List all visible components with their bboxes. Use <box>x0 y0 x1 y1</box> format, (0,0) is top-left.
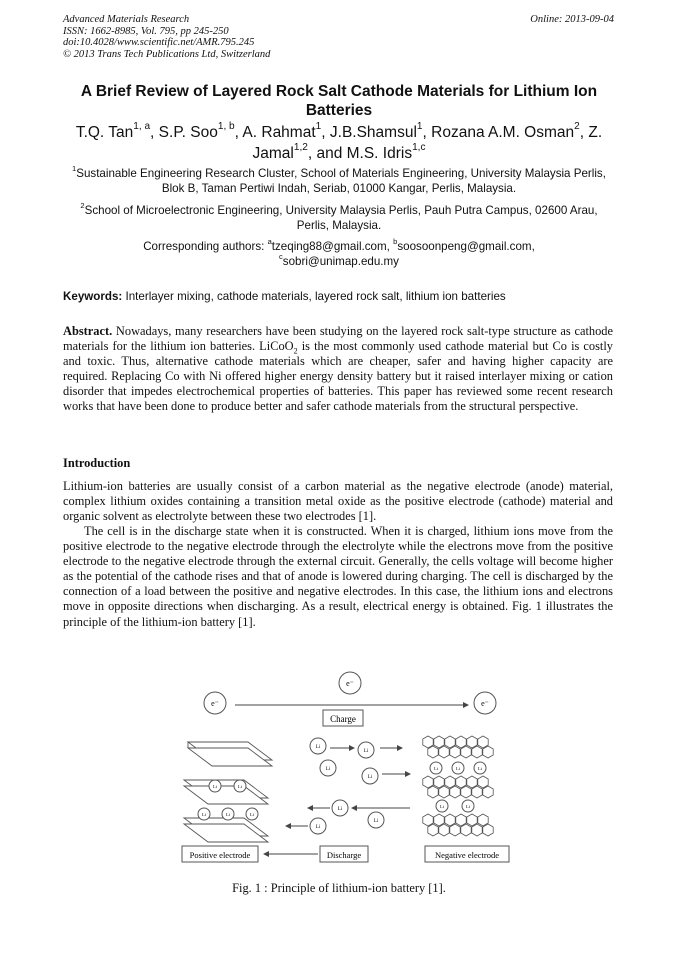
journal-name: Advanced Materials Research <box>63 14 190 25</box>
author: S.P. Soo$^{1, b}$, <box>158 120 243 141</box>
svg-text:e⁻: e⁻ <box>211 699 219 708</box>
author: J.B.Shamsul$^1$, <box>329 120 432 141</box>
discharge-label <box>320 846 368 862</box>
svg-text:Positive electrode: Positive electrode <box>189 850 251 860</box>
electron-top <box>339 672 361 694</box>
email-b: soosoonpeng@gmail.com <box>397 240 532 253</box>
positive-electrode-label <box>182 846 258 862</box>
affiliation-2: $^2$School of Microelectronic Engineering, University Malaysia Perlis, Pauh Putra Campus, 02600 Arau, Perlis, Malaysia. <box>80 200 598 232</box>
corresponding-authors: Corresponding authors: $^a$tzeqing88@gmail.com, $^b$soosoonpeng@gmail.com, $^c$sobri@unimap.edu.my <box>143 236 535 268</box>
battery-principle-figure <box>170 668 525 868</box>
svg-text:Negative electrode: Negative electrode <box>435 850 499 860</box>
negative-electrode-graphite <box>423 736 493 836</box>
issn-line: ISSN: 1662-8985, Vol. 795, pp 245-250 <box>63 25 229 37</box>
svg-text:Li: Li <box>315 825 321 830</box>
svg-text:Charge: Charge <box>330 714 356 724</box>
svg-text:Li: Li <box>456 766 460 771</box>
svg-text:Li: Li <box>466 804 470 809</box>
svg-text:e⁻: e⁻ <box>481 699 489 708</box>
svg-text:Discharge: Discharge <box>326 850 362 860</box>
svg-text:Li: Li <box>440 804 444 809</box>
keywords: Keywords: Interlayer mixing, cathode materials, layered rock salt, lithium ion batteries <box>63 290 506 303</box>
abstract: Abstract. Nowadays, many researchers have been studying on the layered rock salt-type structure as cathode materials for the lithium ion batteries. LiCoO$_2$ is the most commonly used cathode material but Co is costly and toxic. Thus, alternative cathode materials which are cheaper, safer and having higher capacity are required. Replacing Co with Ni offered higher energy density battery but it raised interlayer mixing or cation disorder that impedes electrochemical properties of batteries. This paper has reviewed some recent research works that have been done to produce better and safer cathode materials from the structural perspective. <box>63 324 614 414</box>
svg-text:Li: Li <box>434 766 438 771</box>
email-a: tzeqing88@gmail.com <box>271 240 387 253</box>
negative-electrode-label <box>425 846 509 862</box>
email-c: sobri@unimap.edu.my <box>282 255 399 268</box>
affiliation-1: $^1$Sustainable Engineering Research Cluster, School of Materials Engineering, University Malaysia Perlis, Blok B, Taman Pertiwi Indah, Seriab, 01000 Kangar, Perlis, Malaysia. <box>72 163 606 195</box>
li-ion-discharging <box>286 800 410 834</box>
author: T.Q. Tan$^{1, a}$, <box>75 120 159 141</box>
svg-text:Li: Li <box>250 812 254 817</box>
section-heading-introduction: Introduction <box>63 456 131 470</box>
paper-title: A Brief Review of Layered Rock Salt Cathode Materials for Lithium Ion Batteries <box>80 83 598 119</box>
li-ion-charging <box>310 738 410 784</box>
svg-text:Li: Li <box>367 775 373 780</box>
author-list <box>63 122 615 164</box>
svg-text:Li: Li <box>373 819 379 824</box>
svg-text:Li: Li <box>315 745 321 750</box>
intro-paragraph-1: Lithium-ion batteries are usually consist of a carbon material as the negative electrode (anode) material, complex lithium oxides containing a transition metal oxide as the positive electrode (cathode) material and organic solvent as electrolyte between these two electrodes [1]. <box>63 479 613 524</box>
intro-paragraph-2: The cell is in the discharge state when it is constructed. When it is charged, lithium ions move from the positive electrode to the negative electrode through the electrolyte while the electrons move from the positive electrode to the negative electrode through the external circuit. Generally, the cells voltage will become higher as the potential of the cathode rises and that of anode is lowered during charging. The cell is discharged by the connection of a load between the positive and negative electrodes. In this case, the lithium ions and electrons move in opposite directions when discharging. As a result, electrical energy is obtained. Fig. 1 illustrates the principle of the lithium-ion battery [1]. <box>63 524 613 629</box>
svg-text:Li: Li <box>238 784 242 789</box>
author: Z. Jamal$^{1,2}$, and <box>252 124 603 162</box>
figure-caption: Fig. 1 : Principle of lithium-ion battery [1]. <box>232 881 446 895</box>
positive-electrode-layers <box>184 742 272 842</box>
svg-text:Li: Li <box>478 766 482 771</box>
svg-text:Li: Li <box>213 784 217 789</box>
copyright-line: © 2013 Trans Tech Publications Ltd, Switzerland <box>63 48 271 60</box>
svg-text:Li: Li <box>363 749 369 754</box>
journal-header <box>63 14 270 60</box>
author: M.S. Idris$^{1,c}$ <box>346 141 426 162</box>
charge-label <box>323 710 363 726</box>
author: Rozana A.M. Osman$^2$, <box>431 120 589 141</box>
online-date: Online: 2013-09-04 <box>530 14 614 25</box>
svg-text:Li: Li <box>325 767 331 772</box>
svg-text:Li: Li <box>202 812 206 817</box>
author: A. Rahmat$^1$, <box>242 120 330 141</box>
doi-line: doi:10.4028/www.scientific.net/AMR.795.245 <box>63 37 255 48</box>
electron-right <box>474 692 496 714</box>
svg-text:Li: Li <box>337 807 343 812</box>
electron-left <box>204 692 226 714</box>
svg-text:Li: Li <box>226 812 230 817</box>
svg-text:e⁻: e⁻ <box>346 679 354 688</box>
